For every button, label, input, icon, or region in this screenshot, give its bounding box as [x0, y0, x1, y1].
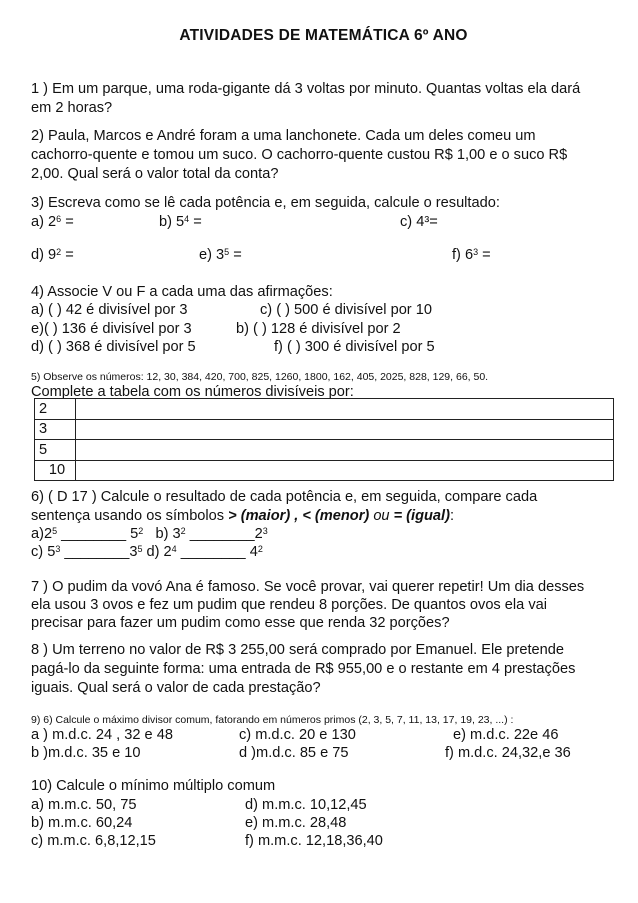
q7-line3: precisar para fazer um pudim como esse que renda 32 porções?: [31, 615, 450, 631]
table-cell-answer[interactable]: [76, 440, 614, 461]
q6-line2: sentença usando os símbolos > (maior) , < (menor) ou = (igual):: [31, 508, 455, 524]
table-cell-answer[interactable]: [76, 399, 614, 420]
q3-prompt: 3) Escreva como se lê cada potência e, em seguida, calcule o resultado:: [31, 195, 500, 211]
q9-item-c: c) m.d.c. 20 e 130: [239, 727, 356, 743]
q9-item-d: d )m.d.c. 85 e 75: [239, 745, 349, 761]
table-row: [35, 419, 614, 440]
q4-item-e: e)( ) 136 é divisível por 3: [31, 321, 192, 337]
table-cell-answer[interactable]: [76, 419, 614, 440]
q4-item-a: a) ( ) 42 é divisível por 3: [31, 302, 188, 318]
q10-prompt: 10) Calcule o mínimo múltiplo comum: [31, 778, 276, 794]
q10-item-d: d) m.m.c. 10,12,45: [245, 797, 367, 813]
q7-line2: ela usou 3 ovos e fez um pudim que rendeu 8 porções. De quantos ovos ela vai: [31, 597, 547, 613]
q9-prompt: 9) 6) Calcule o máximo divisor comum, fatorando em números primos (2, 3, 5, 7, 11, 13, 17, 19, 23, ...) :: [31, 714, 514, 726]
q5-prompt: 5) Observe os números: 12, 30, 384, 420, 700, 825, 1260, 1800, 162, 405, 2025, 828, 129, 66, 50.: [31, 371, 489, 383]
table-cell-divisor: 3: [35, 419, 76, 440]
table-cell-divisor: 10: [35, 460, 76, 481]
q10-item-c: c) m.m.c. 6,8,12,15: [31, 833, 156, 849]
q9-item-e: e) m.d.c. 22e 46: [453, 727, 559, 743]
table-row: [35, 460, 614, 481]
q4-prompt: 4) Associe V ou F a cada uma das afirmações:: [31, 284, 333, 300]
q4-item-b: b) ( ) 128 é divisível por 2: [236, 321, 401, 337]
q1-line1: 1 ) Em um parque, uma roda-gigante dá 3 voltas por minuto. Quantas voltas ela dará: [31, 81, 581, 97]
q2-line2: cachorro-quente e tomou um suco. O cachorro-quente custou R$ 1,00 e o suco R$: [31, 147, 568, 163]
table-cell-divisor: 5: [35, 440, 76, 461]
table-cell-divisor: 2: [35, 399, 76, 420]
q8-line1: 8 ) Um terreno no valor de R$ 3 255,00 será comprado por Emanuel. Ele pretende: [31, 642, 564, 658]
q8-line2: pagá-lo da seguinte forma: uma entrada de R$ 955,00 e o restante em 4 prestações: [31, 661, 576, 677]
q10-item-b: b) m.m.c. 60,24: [31, 815, 133, 831]
q7-line1: 7 ) O pudim da vovó Ana é famoso. Se você provar, vai querer repetir! Um dia desses: [31, 579, 585, 595]
q6-line1: 6) ( D 17 ) Calcule o resultado de cada potência e, em seguida, compare cada: [31, 489, 538, 505]
q3-item-b: b) $5^4$ =: [159, 214, 202, 230]
divisibility-table: [34, 398, 614, 481]
q3-item-f: f) $6^3$ =: [452, 247, 491, 263]
q3-item-e: e) $3^5$ =: [199, 247, 242, 263]
q2-line1: 2) Paula, Marcos e André foram a uma lanchonete. Cada um deles comeu um: [31, 128, 536, 144]
q8-line3: iguais. Qual será o valor de cada prestação?: [31, 680, 321, 696]
q10-item-f: f) m.m.c. 12,18,36,40: [245, 833, 383, 849]
q3-item-a: a) $2^6$ =: [31, 214, 74, 230]
q9-item-b: b )m.d.c. 35 e 10: [31, 745, 141, 761]
table-row: [35, 440, 614, 461]
q4-item-c: c) ( ) 500 é divisível por 10: [260, 302, 432, 318]
q6-items-cd: c) $5^3$ $\_\_\_\_\_\_\_\_3^5$ d) $2^4$ ________ $4^2$: [31, 544, 263, 560]
q1-line2: em 2 horas?: [31, 100, 113, 116]
q3-item-d: d) $9^2$ =: [31, 247, 74, 263]
page-title: ATIVIDADES DE MATEMÁTICA 6º ANO: [179, 27, 468, 44]
q9-item-a: a ) m.d.c. 24 , 32 e 48: [31, 727, 173, 743]
q10-item-a: a) m.m.c. 50, 75: [31, 797, 137, 813]
table-cell-answer[interactable]: [76, 460, 614, 481]
q9-item-f: f) m.d.c. 24,32,e 36: [445, 745, 571, 761]
q6-items-ab: $a)2^5$ ________ $5^2$ b) $3^2$ $\_\_\_\_\_\_\_\_2^3$: [31, 526, 268, 542]
q3-item-c: c) 4³=: [400, 214, 438, 230]
q4-item-d: d) ( ) 368 é divisível por 5: [31, 339, 196, 355]
q2-line3: 2,00. Qual será o valor total da conta?: [31, 166, 279, 182]
q5-instruction: Complete a tabela com os números divisíveis por:: [31, 384, 354, 400]
q4-item-f: f) ( ) 300 é divisível por 5: [274, 339, 435, 355]
q10-item-e: e) m.m.c. 28,48: [245, 815, 347, 831]
table-row: [35, 399, 614, 420]
